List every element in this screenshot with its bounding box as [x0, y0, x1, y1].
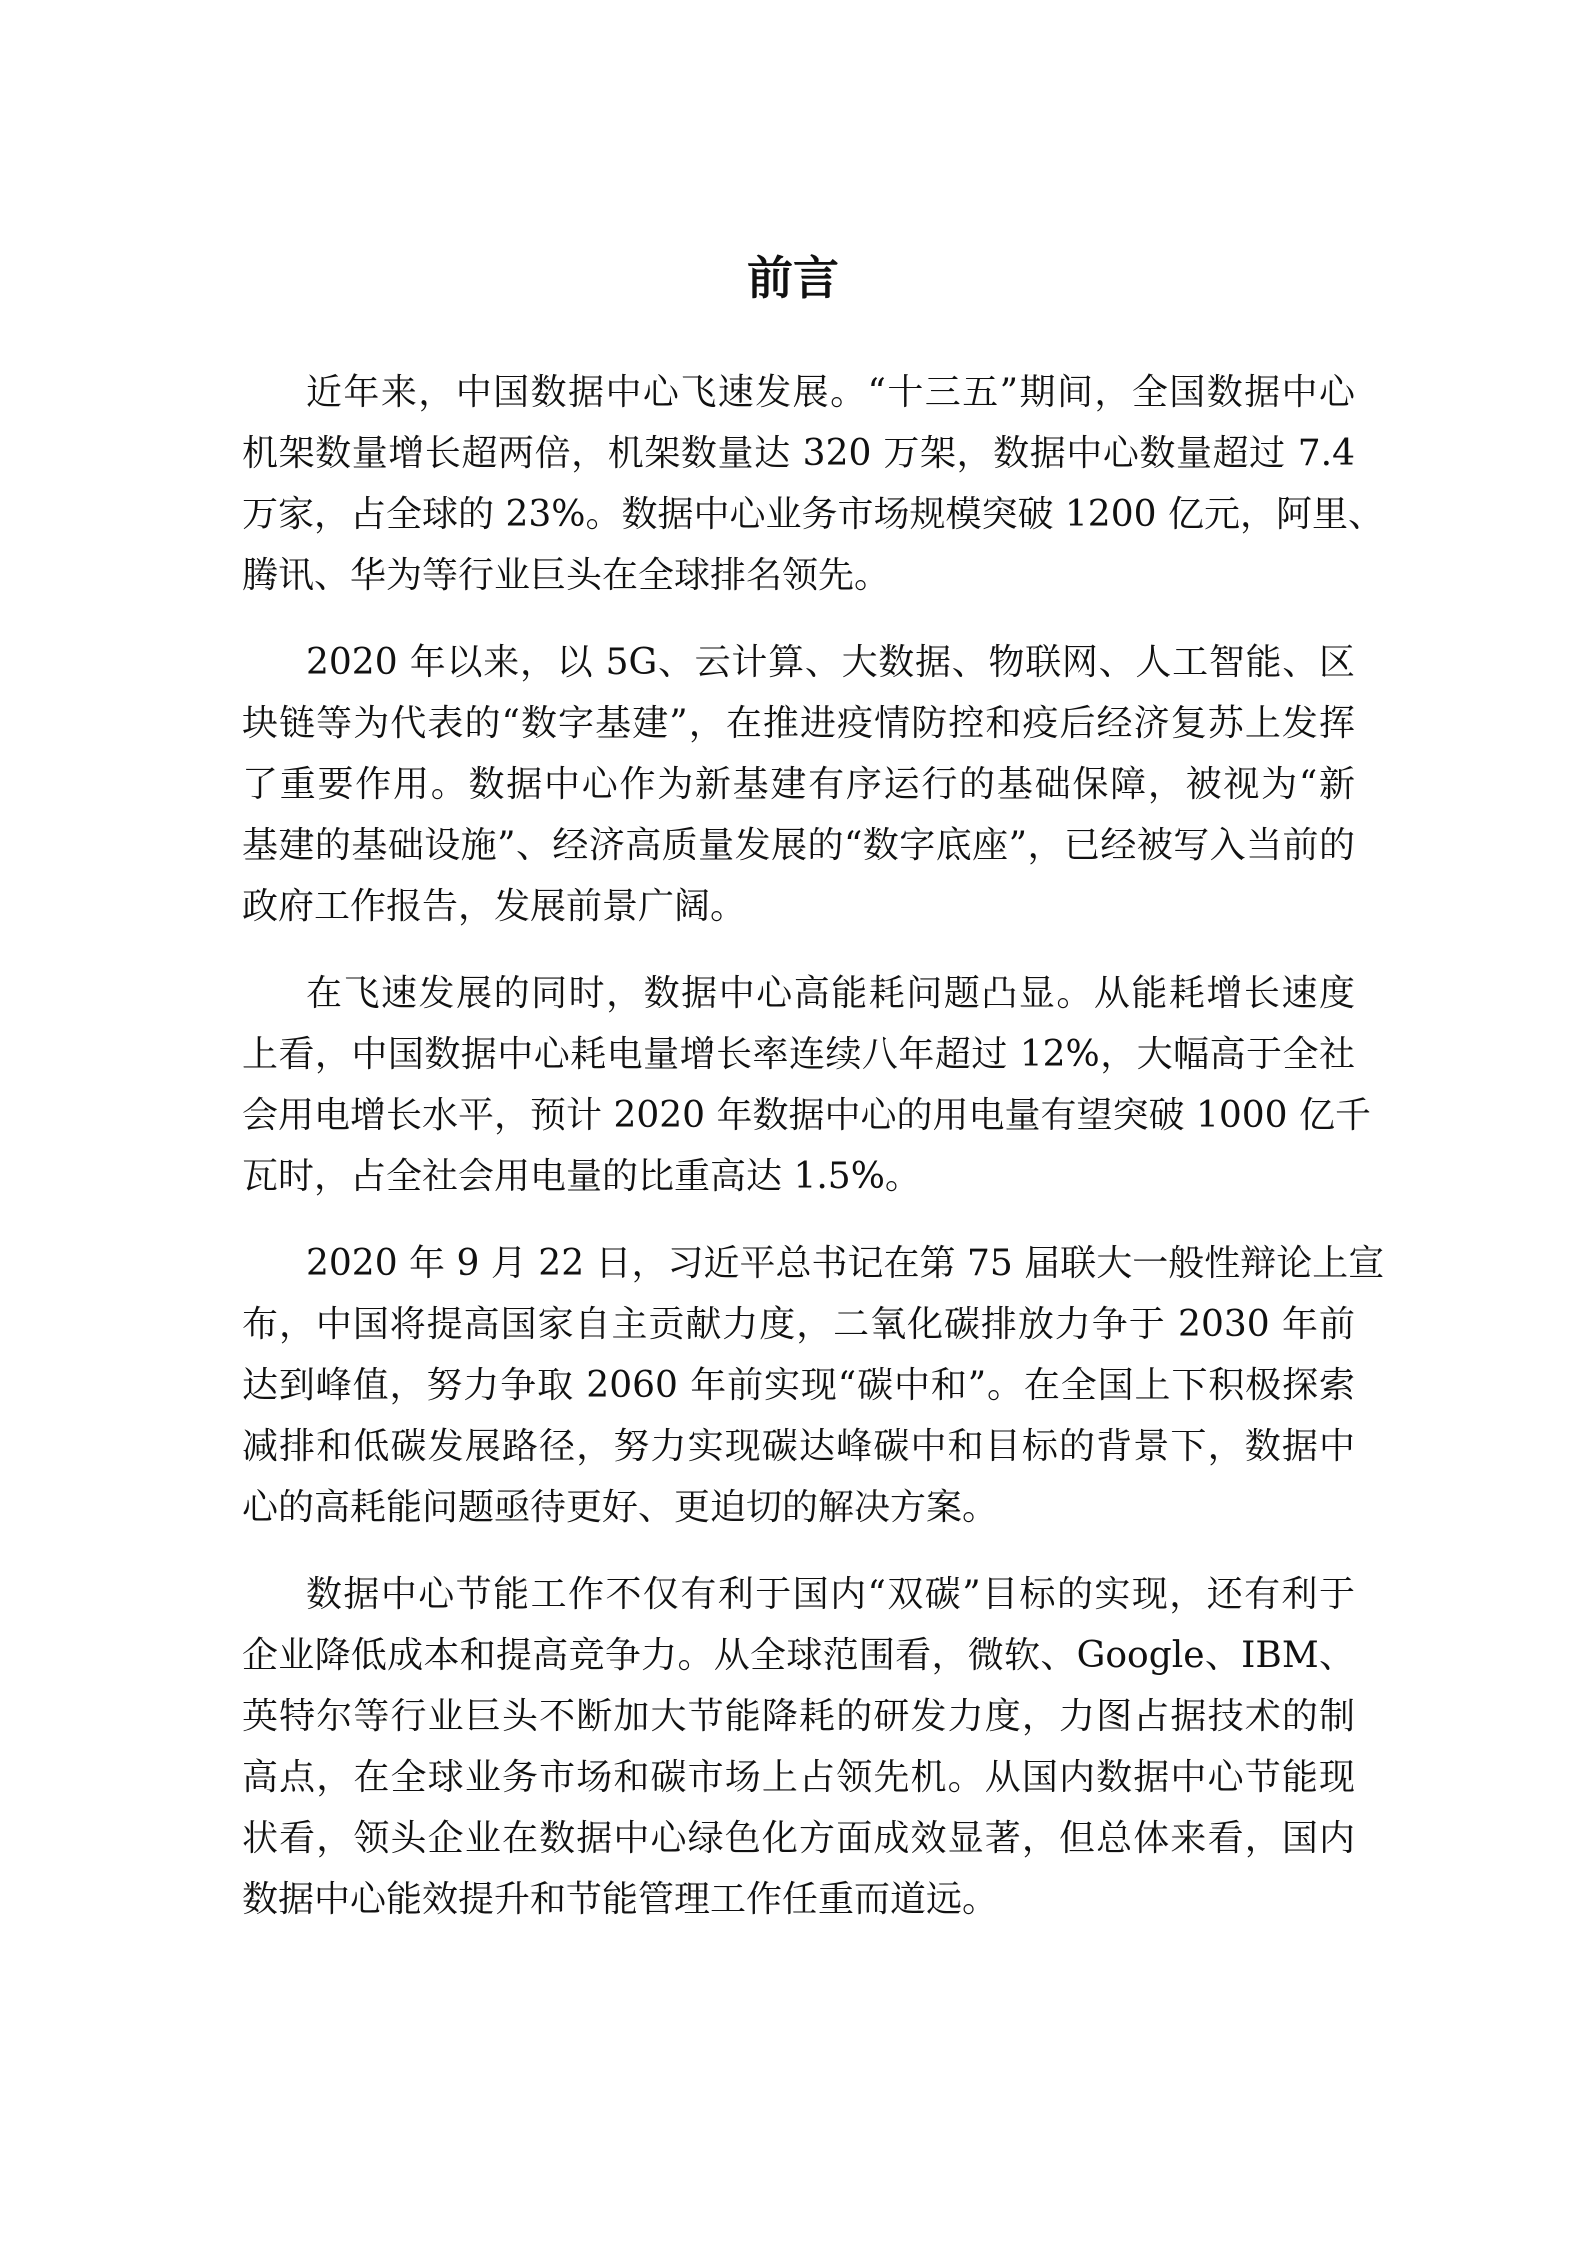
paragraph-line: 万家，占全球的 23%。数据中心业务市场规模突破 1200 亿元，阿里、: [242, 494, 1384, 535]
paragraph-line: 2020 年 9 月 22 日，习近平总书记在第 75 届联大一般性辩论上宣: [306, 1243, 1385, 1284]
paragraph-line: 腾讯、华为等行业巨头在全球排名领先。: [242, 555, 891, 596]
paragraph: [242, 632, 1355, 937]
paragraph-line: 达到峰值，努力争取 2060 年前实现“碳中和”。在全国上下积极探索: [242, 1365, 1355, 1406]
paragraph-line: 在飞速发展的同时，数据中心高能耗问题凸显。从能耗增长速度: [306, 973, 1355, 1014]
paragraph-line: 会用电增长水平，预计 2020 年数据中心的用电量有望突破 1000 亿千: [242, 1095, 1372, 1136]
paragraph: [242, 1233, 1385, 1538]
paragraph-line: 心的高耗能问题亟待更好、更迫切的解决方案。: [242, 1487, 999, 1528]
paragraph-line: 块链等为代表的“数字基建”，在推进疫情防控和疫后经济复苏上发挥: [242, 703, 1355, 744]
paragraph: [242, 1564, 1355, 1930]
paragraph-line: 政府工作报告，发展前景广阔。: [242, 886, 747, 927]
paragraph-line: 了重要作用。数据中心作为新基建有序运行的基础保障，被视为“新: [242, 764, 1355, 805]
paragraph-line: 基建的基础设施”、经济高质量发展的“数字底座”，已经被写入当前的: [242, 825, 1355, 866]
paragraph-line: 减排和低碳发展路径，努力实现碳达峰碳中和目标的背景下，数据中: [242, 1426, 1355, 1467]
paragraph-line: 状看，领头企业在数据中心绿色化方面成效显著，但总体来看，国内: [242, 1818, 1355, 1859]
paragraph-line: 英特尔等行业巨头不断加大节能降耗的研发力度，力图占据技术的制: [242, 1696, 1355, 1737]
paragraph: [242, 963, 1372, 1207]
paragraph-line: 2020 年以来，以 5G、云计算、大数据、物联网、人工智能、区: [306, 642, 1355, 683]
paragraph-line: 上看，中国数据中心耗电量增长率连续八年超过 12%，大幅高于全社: [242, 1034, 1355, 1075]
paragraph-line: 近年来，中国数据中心飞速发展。“十三五”期间，全国数据中心: [306, 372, 1355, 413]
paragraph-line: 企业降低成本和提高竞争力。从全球范围看，微软、Google、IBM、: [242, 1635, 1355, 1676]
preface-body: [242, 362, 1385, 1956]
paragraph-line: 瓦时，占全社会用电量的比重高达 1.5%。: [242, 1156, 921, 1197]
paragraph-line: 机架数量增长超两倍，机架数量达 320 万架，数据中心数量超过 7.4: [242, 433, 1355, 474]
paragraph-line: 数据中心节能工作不仅有利于国内“双碳”目标的实现，还有利于: [306, 1574, 1355, 1615]
page-title: 前言: [747, 251, 839, 305]
paragraph-line: 布，中国将提高国家自主贡献力度，二氧化碳排放力争于 2030 年前: [242, 1304, 1355, 1345]
paragraph-line: 高点，在全球业务市场和碳市场上占领先机。从国内数据中心节能现: [242, 1757, 1355, 1798]
paragraph: [242, 362, 1384, 606]
paragraph-line: 数据中心能效提升和节能管理工作任重而道远。: [242, 1879, 999, 1920]
